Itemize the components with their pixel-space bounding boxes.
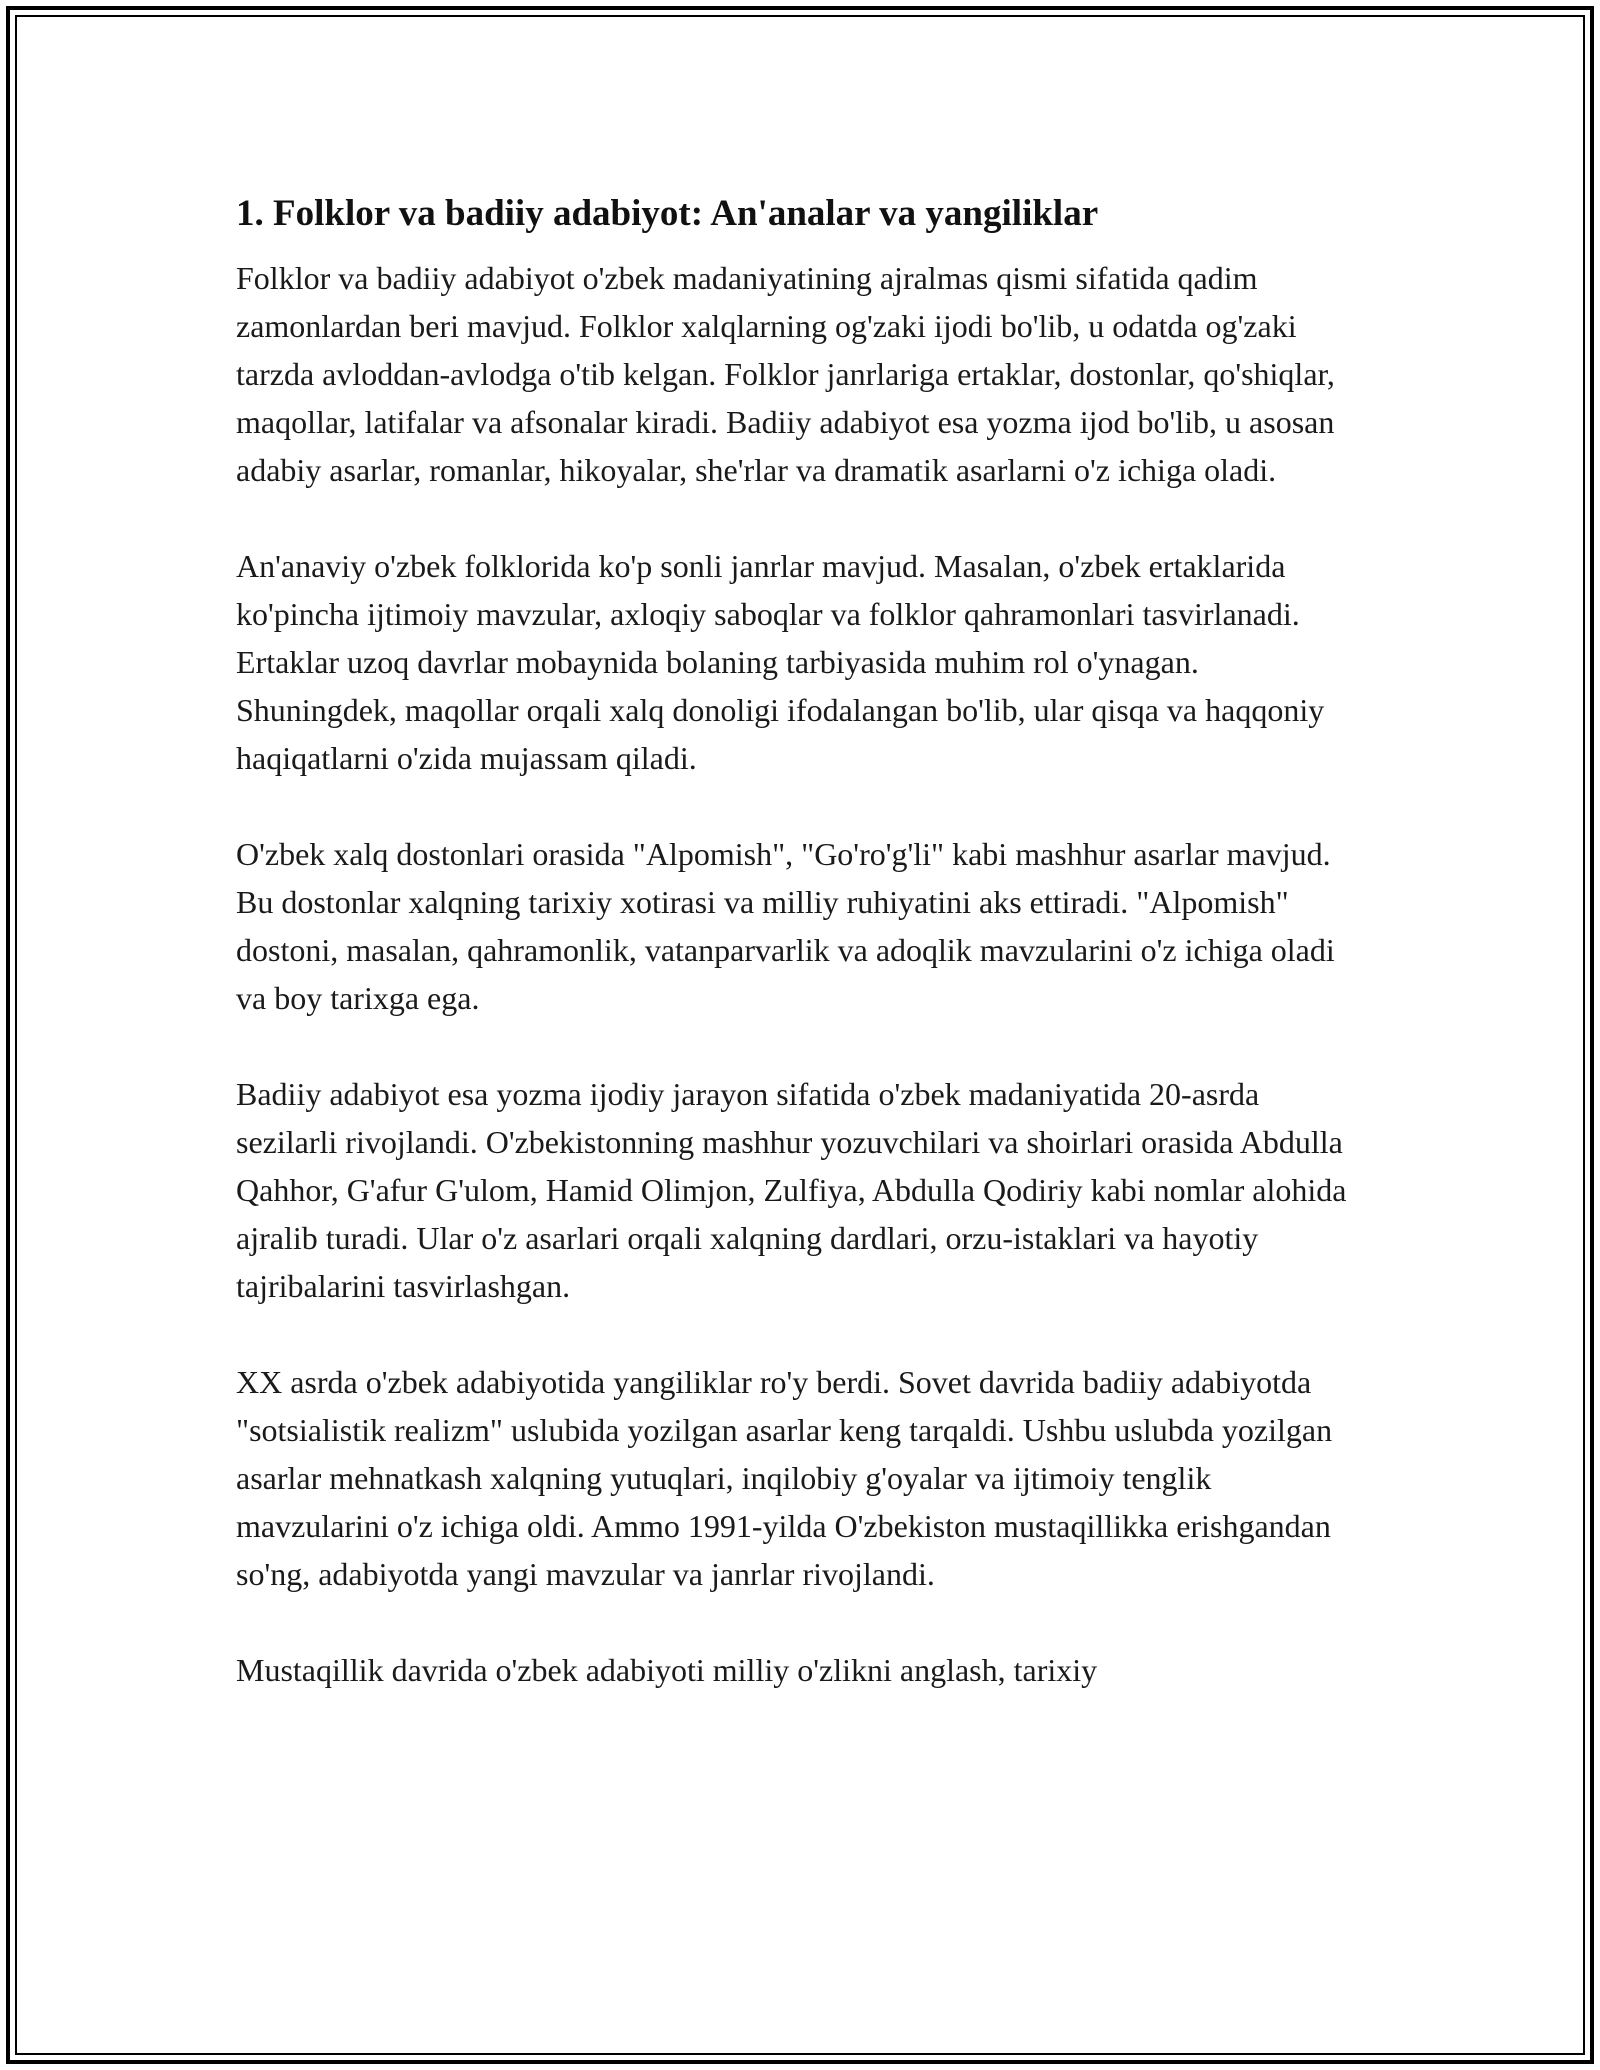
section-title: 1. Folklor va badiiy adabiyot: An'analar va yangiliklar <box>236 193 1099 234</box>
paragraph-4: Badiiy adabiyot esa yozma ijodiy jarayon sifatida o'zbek madaniyatida 20-asrda sezilarli rivojlandi. O'zbekistonning mashhur yozuvchilari va shoirlari orasida Abdulla Qahhor, G'afur G'ulom, Hamid Olimjon, Zulfiya, Abdulla Qodiriy kabi nomlar alohida ajralib turadi. Ular o'z asarlari orqali xalqning dardlari, orzu-istaklari va hayotiy tajribalarini tasvirlashgan. <box>236 1076 1347 1304</box>
paragraph-3: O'zbek xalq dostonlari orasida "Alpomish", "Go'ro'g'li" kabi mashhur asarlar mavjud. Bu dostonlar xalqning tarixiy xotirasi va milliy ruhiyatini aks ettiradi. "Alpomish" dostoni, masalan, qahramonlik, vatanparvarlik va adoqlik mavzularini o'z ichiga oladi va boy tarixga ega. <box>236 836 1335 1016</box>
paragraph-5: XX asrda o'zbek adabiyotida yangiliklar ro'y berdi. Sovet davrida badiiy adabiyotda "sotsialistik realizm" uslubida yozilgan asarlar keng tarqaldi. Ushbu uslubda yozilgan asarlar mehnatkash xalqning yutuqlari, inqilobiy g'oyalar va ijtimoiy tenglik mavzularini o'z ichiga oldi. Ammo 1991-yilda O'zbekiston mustaqillikka erishgandan so'ng, adabiyotda yangi mavzular va janrlar rivojlandi. <box>236 1364 1333 1592</box>
paragraph-6: Mustaqillik davrida o'zbek adabiyoti milliy o'zlikni anglash, tarixiy <box>236 1652 1098 1688</box>
paragraph-2: An'anaviy o'zbek folklorida ko'p sonli janrlar mavjud. Masalan, o'zbek ertaklarida ko'pincha ijtimoiy mavzular, axloqiy saboqlar va folklor qahramonlari tasvirlanadi. Ertaklar uzoq davrlar mobaynida bolaning tarbiyasida muhim rol o'ynagan. Shuningdek, maqollar orqali xalq donoligi ifodalangan bo'lib, ular qisqa va haqqoniy haqiqatlarni o'zida mujassam qiladi. <box>236 548 1325 776</box>
paragraph-1: Folklor va badiiy adabiyot o'zbek madaniyatining ajralmas qismi sifatida qadim zamonlardan beri mavjud. Folklor xalqlarning og'zaki ijodi bo'lib, u odatda og'zaki tarzda avloddan-avlodga o'tib kelgan. Folklor janrlariga ertaklar, dostonlar, qo'shiqlar, maqollar, latifalar va afsonalar kiradi. Badiiy adabiyot esa yozma ijod bo'lib, u asosan adabiy asarlar, romanlar, hikoyalar, she'rlar va dramatik asarlarni o'z ichiga oladi. <box>236 260 1335 488</box>
document-body <box>236 186 1366 1742</box>
